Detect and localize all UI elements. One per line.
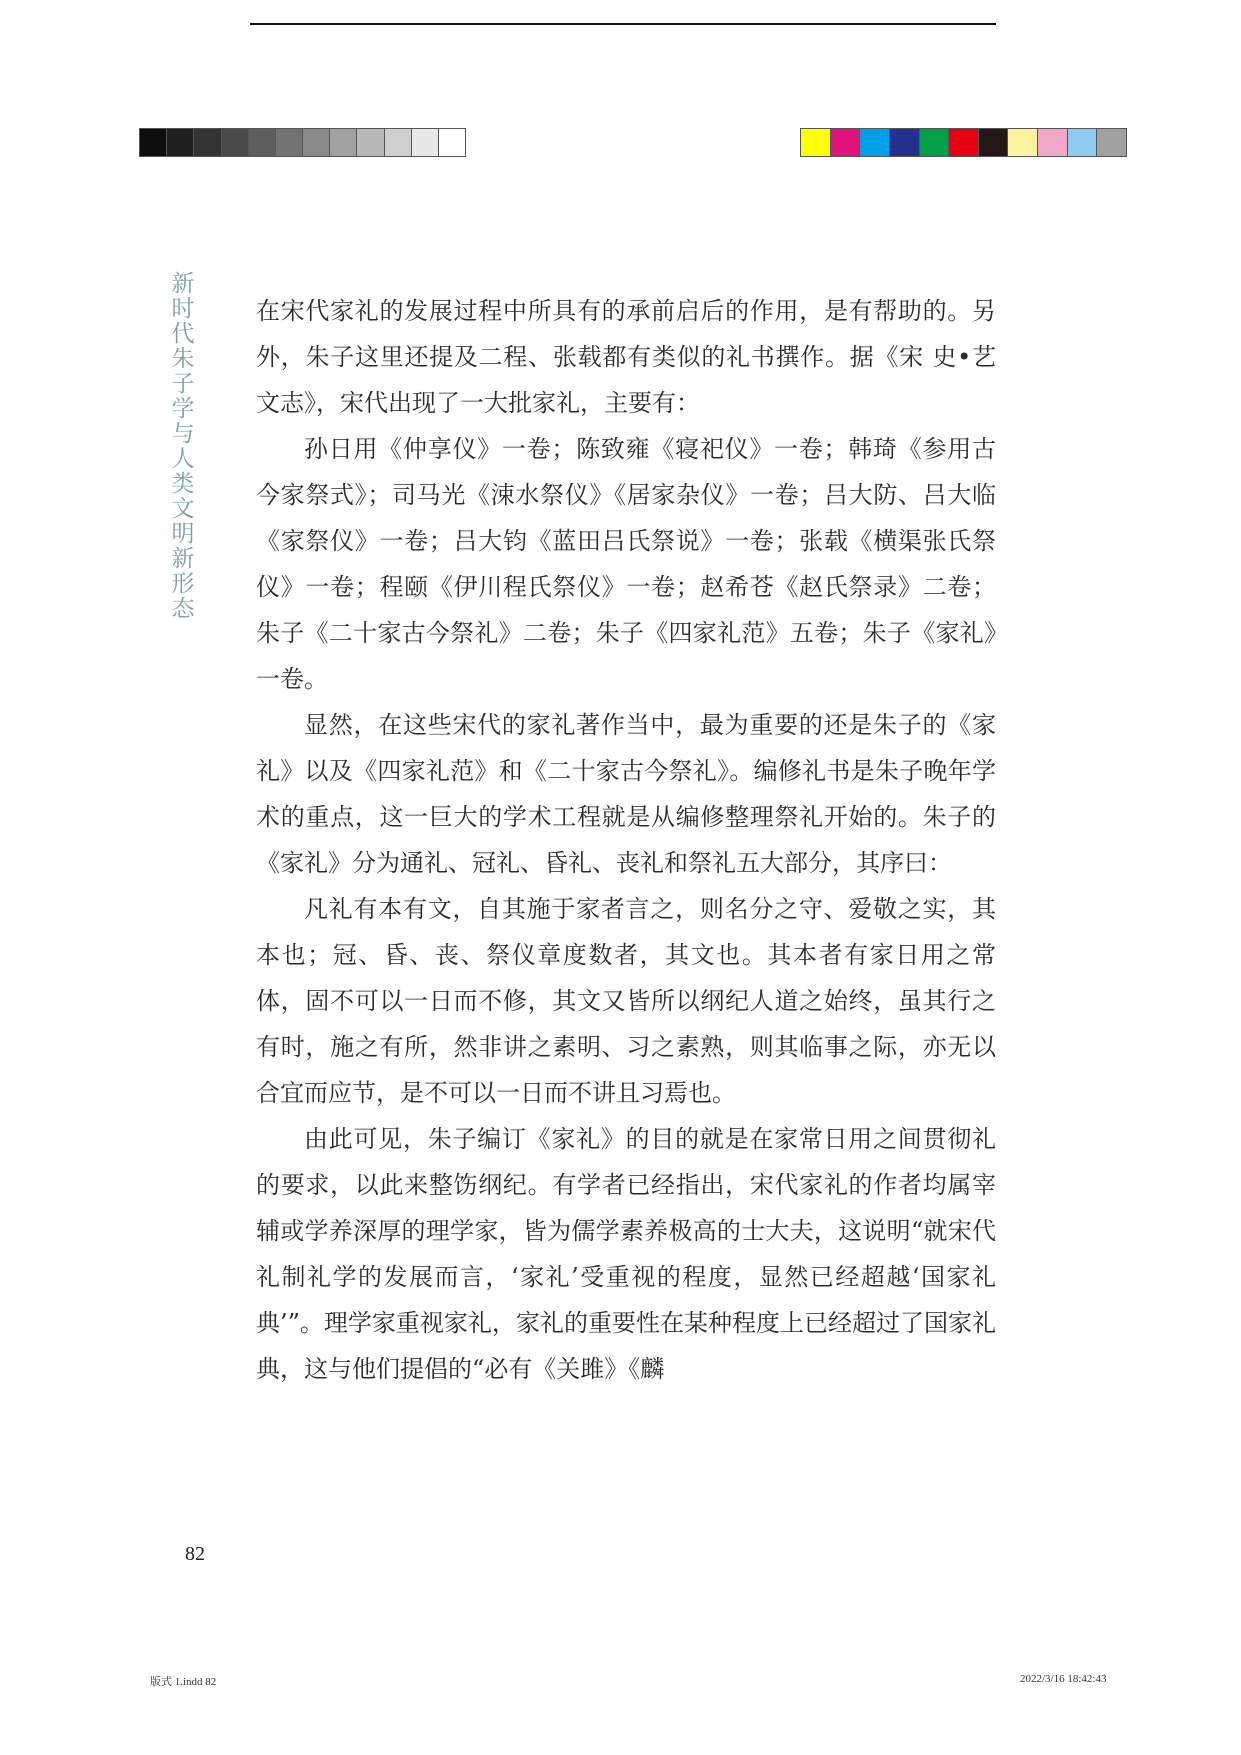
color-swatch bbox=[1038, 129, 1068, 156]
body-text bbox=[256, 288, 996, 1392]
color-swatch bbox=[949, 129, 979, 156]
gray-swatch bbox=[357, 129, 384, 156]
gray-swatch bbox=[439, 129, 465, 156]
color-swatch bbox=[1097, 129, 1126, 156]
color-swatch bbox=[890, 129, 920, 156]
color-swatch bbox=[920, 129, 950, 156]
paragraph: 显然，在这些宋代的家礼著作当中，最为重要的还是朱子的《家礼》以及《四家礼范》和《二十家古今祭礼》。编修礼书是朱子晚年学术的重点，这一巨大的学术工程就是从编修整理祭礼开始的。朱子的《家礼》分为通礼、冠礼、昏礼、丧礼和祭礼五大部分，其序曰： bbox=[256, 711, 996, 877]
gray-swatch bbox=[412, 129, 439, 156]
gray-swatch bbox=[303, 129, 330, 156]
gray-swatch bbox=[140, 129, 167, 156]
timestamp-slug: 2022/3/16 18:42:43 bbox=[1020, 1673, 1107, 1685]
gray-swatch bbox=[167, 129, 194, 156]
quoted-list-paragraph: 孙日用《仲享仪》一卷；陈致雍《寝祀仪》一卷；韩琦《参用古今家祭式》；司马光《涑水祭仪》《居家杂仪》一卷；吕大防、吕大临《家祭仪》一卷；吕大钧《蓝田吕氏祭说》一卷；张载《横渠张氏祭仪》一卷；程颐《伊川程氏祭仪》一卷；赵希苍《赵氏祭录》二卷；朱子《二十家古今祭礼》二卷；朱子《四家礼范》五卷；朱子《家礼》一卷。 bbox=[256, 435, 996, 693]
top-rule bbox=[250, 23, 996, 25]
color-swatch bbox=[979, 129, 1009, 156]
gray-swatch bbox=[276, 129, 303, 156]
gray-swatch bbox=[249, 129, 276, 156]
grayscale-color-bar bbox=[139, 128, 466, 157]
process-color-bar bbox=[800, 128, 1127, 157]
color-swatch bbox=[831, 129, 861, 156]
running-title: 新时代朱子学与人类文明新形态 bbox=[171, 271, 195, 622]
gray-swatch bbox=[385, 129, 412, 156]
color-swatch bbox=[801, 129, 831, 156]
color-swatch bbox=[1008, 129, 1038, 156]
quoted-preface-paragraph: 凡礼有本有文，自其施于家者言之，则名分之守、爱敬之实，其本也；冠、昏、丧、祭仪章度数者，其文也。其本者有家日用之常体，固不可以一日而不修，其文又皆所以纲纪人道之始终，虽其行之有时，施之有所，然非讲之素明、习之素熟，则其临事之际，亦无以合宜而应节，是不可以一日而不讲且习焉也。 bbox=[256, 895, 996, 1107]
gray-swatch bbox=[330, 129, 357, 156]
page-number: 82 bbox=[185, 1543, 205, 1565]
color-swatch bbox=[860, 129, 890, 156]
gray-swatch bbox=[222, 129, 249, 156]
gray-swatch bbox=[194, 129, 221, 156]
paragraph: 由此可见，朱子编订《家礼》的目的就是在家常日用之间贯彻礼的要求，以此来整饬纲纪。有学者已经指出，宋代家礼的作者均属宰辅或学养深厚的理学家，皆为儒学素养极高的士大夫，这说明“就宋代礼制礼学的发展而言，‘家礼’受重视的程度，显然已经超越‘国家礼典’”。理学家重视家礼，家礼的重要性在某种程度上已经超过了国家礼典，这与他们提倡的“必有《关雎》《麟 bbox=[256, 1125, 996, 1383]
paragraph: 在宋代家礼的发展过程中所具有的承前启后的作用，是有帮助的。另外，朱子这里还提及二程、张载都有类似的礼书撰作。据《宋 史•艺文志》，宋代出现了一大批家礼，主要有： bbox=[256, 297, 996, 417]
file-slug: 版式 1.indd 82 bbox=[150, 1676, 217, 1688]
color-swatch bbox=[1068, 129, 1098, 156]
